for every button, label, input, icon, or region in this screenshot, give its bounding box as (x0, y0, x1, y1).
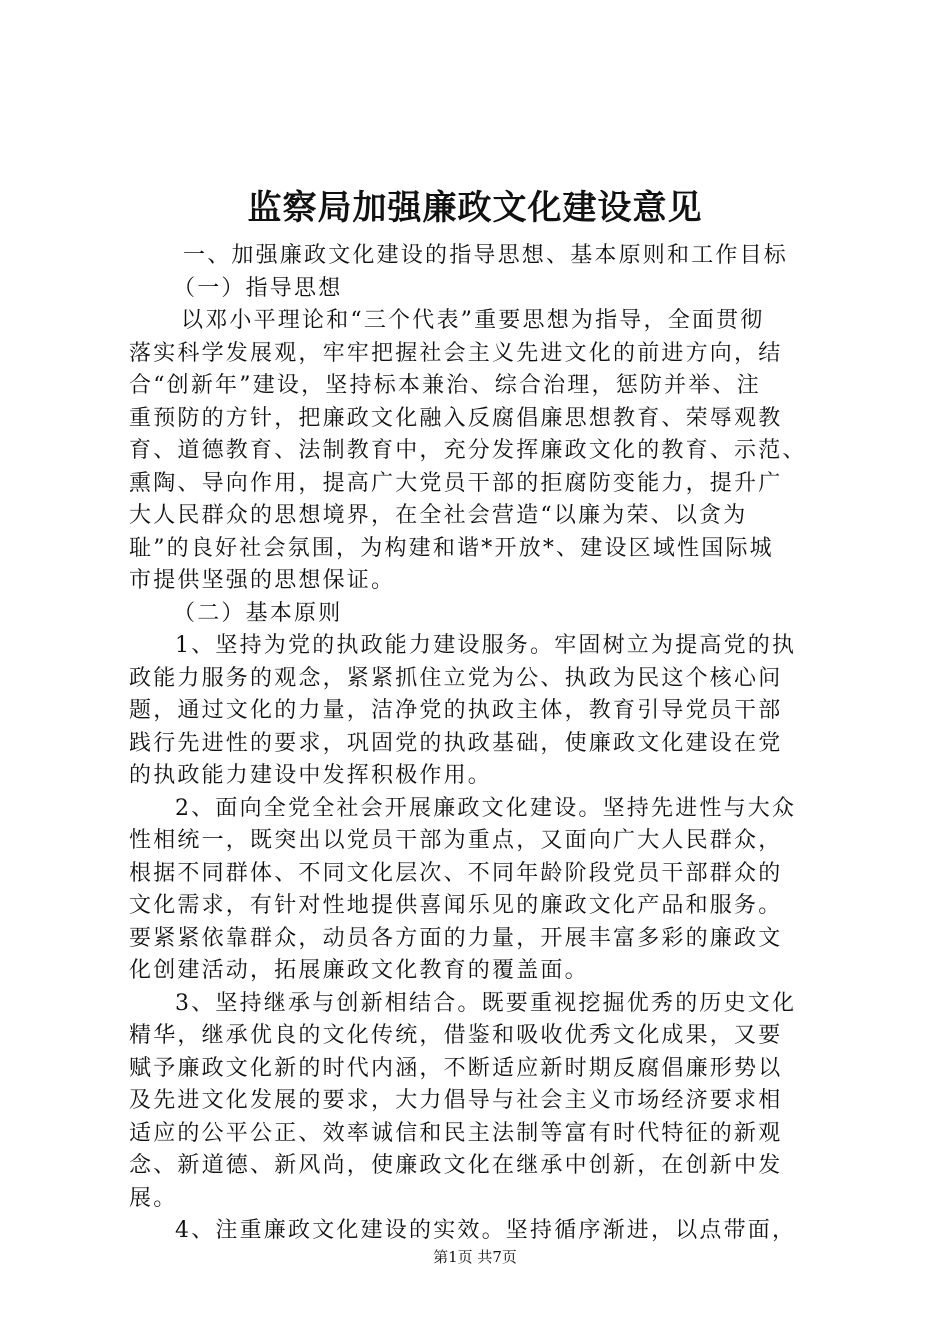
body-line: 以邓小平理论和“三个代表”重要思想为指导，全面贯彻 (181, 308, 765, 333)
body-line: 合“创新年”建设，坚持标本兼治、综合治理，惩防并举、注 (129, 373, 761, 398)
body-line: 文化需求，有针对性地提供喜闻乐见的廉政文化产品和服务。 (129, 893, 783, 918)
body-line: 一、加强廉政文化建设的指导思想、基本原则和工作目标 (183, 243, 789, 268)
body-line: 念、新道德、新风尚，使廉政文化在继承中创新，在创新中发 (129, 1153, 783, 1178)
body-line: 赋予廉政文化新的时代内涵，不断适应新时期反腐倡廉形势以 (129, 1055, 783, 1081)
body-line: 重预防的方针，把廉政文化融入反腐倡廉思想教育、荣辱观教 (129, 405, 783, 431)
body-line: 政能力服务的观念，紧紧抓住立党为公、执政为民这个核心问 (129, 665, 783, 691)
body-line: 要紧紧依靠群众，动员各方面的力量，开展丰富多彩的廉政文 (129, 925, 783, 951)
document-title: 监察局加强廉政文化建设意见 (247, 188, 703, 228)
body-line: 2、面向全党全社会开展廉政文化建设。坚持先进性与大众 (175, 795, 797, 821)
body-line: 题，通过文化的力量，洁净党的执政主体，教育引导党员干部 (129, 698, 783, 723)
body-line: 的执政能力建设中发挥积极作用。 (129, 763, 493, 788)
body-line: （二）基本原则 (173, 600, 343, 626)
body-line: 大人民群众的思想境界，在全社会营造“以廉为荣、以贪为 (129, 503, 748, 528)
body-line: 耻”的良好社会氛围，为构建和谐*开放*、建设区域性国际城 (129, 535, 774, 561)
body-line: 化创建活动，拓展廉政文化教育的覆盖面。 (129, 958, 589, 983)
body-line: 熏陶、导向作用，提高广大党员干部的拒腐防变能力，提升广 (129, 470, 783, 496)
body-line: 展。 (129, 1185, 178, 1211)
body-line: 适应的公平公正、效率诚信和民主法制等富有时代特征的新观 (129, 1120, 783, 1146)
body-line: 市提供坚强的思想保证。 (129, 568, 396, 593)
body-line: 3、坚持继承与创新相结合。既要重视挖掘优秀的历史文化 (175, 990, 797, 1016)
body-line: 4、注重廉政文化建设的实效。坚持循序渐进，以点带面， (175, 1218, 797, 1243)
document-body (129, 240, 849, 1248)
body-line: 根据不同群体、不同文化层次、不同年龄阶段党员干部群众的 (129, 860, 783, 886)
body-line: 性相统一，既突出以党员干部为重点，又面向广大人民群众， (129, 828, 783, 853)
body-line: 育、道德教育、法制教育中，充分发挥廉政文化的教育、示范、 (129, 438, 807, 463)
body-line: 1、坚持为党的执政能力建设服务。牢固树立为提高党的执 (175, 633, 797, 658)
body-line: 落实科学发展观，牢牢把握社会主义先进文化的前进方向，结 (129, 340, 783, 366)
page-footer: 第1页 共7页 (433, 1248, 517, 1266)
body-line: （一）指导思想 (173, 275, 343, 301)
body-line: 践行先进性的要求，巩固党的执政基础，使廉政文化建设在党 (129, 730, 783, 756)
body-line: 及先进文化发展的要求，大力倡导与社会主义市场经济要求相 (129, 1088, 783, 1113)
body-line: 精华，继承优良的文化传统，借鉴和吸收优秀文化成果，又要 (129, 1023, 783, 1048)
